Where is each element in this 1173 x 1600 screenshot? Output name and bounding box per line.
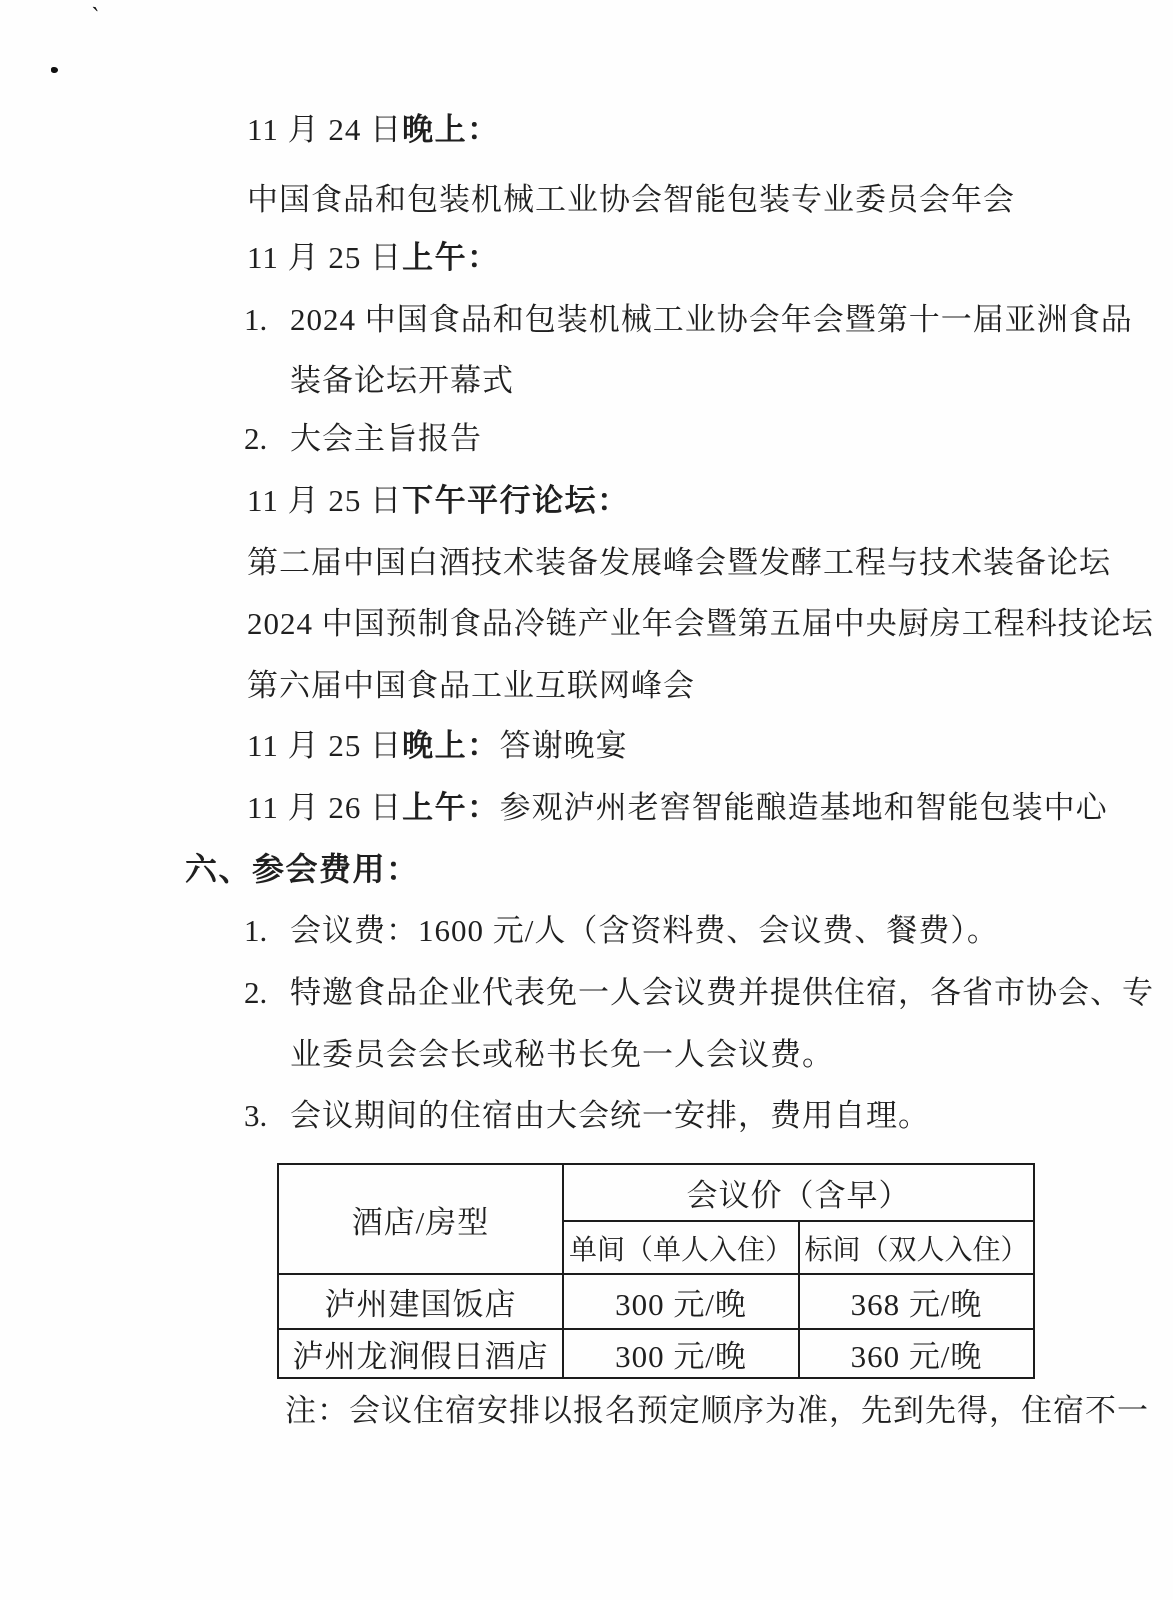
item-text: 会议期间的住宿由大会统一安排，费用自理。 [290,1098,930,1133]
table-row [278,1274,1034,1329]
item-number: 3. [244,1098,268,1133]
hotel-price-table [277,1163,1035,1379]
scan-artifact-dot [51,67,58,73]
item-number: 1. [244,302,268,337]
forum-line: 第六届中国食品工业互联网峰会 [247,668,695,703]
item-number: 2. [244,421,268,456]
single-price-cell: 300 元/晚 [563,1274,799,1329]
item-number: 2. [244,975,268,1010]
schedule-date-line [247,481,630,521]
numbered-item [244,973,1154,1013]
hotel-name-cell: 泸州建国饭店 [278,1274,563,1329]
hotel-name-cell: 泸州龙涧假日酒店 [278,1329,563,1378]
single-price-cell: 300 元/晚 [563,1329,799,1378]
scan-artifact-tick: ` [88,1,101,32]
date-text: 11 月 25 日 [247,483,403,518]
item-text: 大会主旨报告 [290,421,482,456]
forum-line: 第二届中国白酒技术装备发展峰会暨发酵工程与技术装备论坛 [247,545,1111,580]
time-of-day-label: 晚上： [402,112,500,147]
table-subheader-double: 标间（双人入住） [799,1221,1034,1274]
time-of-day-label: 晚上： [402,728,500,763]
section-heading-fees: 六、参会费用： [185,851,420,887]
event-text: 答谢晚宴 [499,728,628,763]
item-number: 1. [244,913,268,948]
schedule-date-line [247,726,628,766]
date-text: 11 月 26 日 [247,790,403,825]
schedule-date-line [247,238,500,278]
schedule-date-line [247,788,1108,828]
table-subheader-single: 单间（单人入住） [563,1221,799,1274]
numbered-item [244,300,1133,340]
time-of-day-label: 上午： [402,790,500,825]
item-continuation-line: 业委员会会长或秘书长免一人会议费。 [290,1037,834,1072]
numbered-item [244,911,999,951]
item-text: 会议费：1600 元/人（含资料费、会议费、餐费）。 [290,913,999,948]
item-text: 特邀食品企业代表免一人会议费并提供住宿，各省市协会、专 [290,975,1154,1010]
item-text: 2024 中国食品和包装机械工业协会年会暨第十一届亚洲食品 [290,302,1133,337]
date-text: 11 月 25 日 [247,240,403,275]
date-text: 11 月 24 日 [247,112,403,147]
double-price-cell: 368 元/晚 [799,1274,1034,1329]
time-of-day-label: 上午： [402,240,500,275]
event-text: 参观泸州老窖智能酿造基地和智能包装中心 [499,790,1108,825]
item-continuation-line: 装备论坛开幕式 [290,363,514,398]
time-of-day-label: 下午平行论坛： [402,483,630,518]
forum-line: 2024 中国预制食品冷链产业年会暨第五届中央厨房工程科技论坛 [247,606,1154,641]
schedule-event-line: 中国食品和包装机械工业协会智能包装专业委员会年会 [247,182,1015,217]
table-row [278,1329,1034,1378]
table-corner-header: 酒店/房型 [278,1164,563,1274]
numbered-item [244,1096,930,1136]
double-price-cell: 360 元/晚 [799,1329,1034,1378]
note-line: 注：会议住宿安排以报名预定顺序为准，先到先得，住宿不一 [285,1393,1149,1428]
numbered-item [244,419,482,459]
schedule-date-line [247,110,500,150]
date-text: 11 月 25 日 [247,728,403,763]
table-span-header: 会议价（含早） [563,1164,1034,1221]
